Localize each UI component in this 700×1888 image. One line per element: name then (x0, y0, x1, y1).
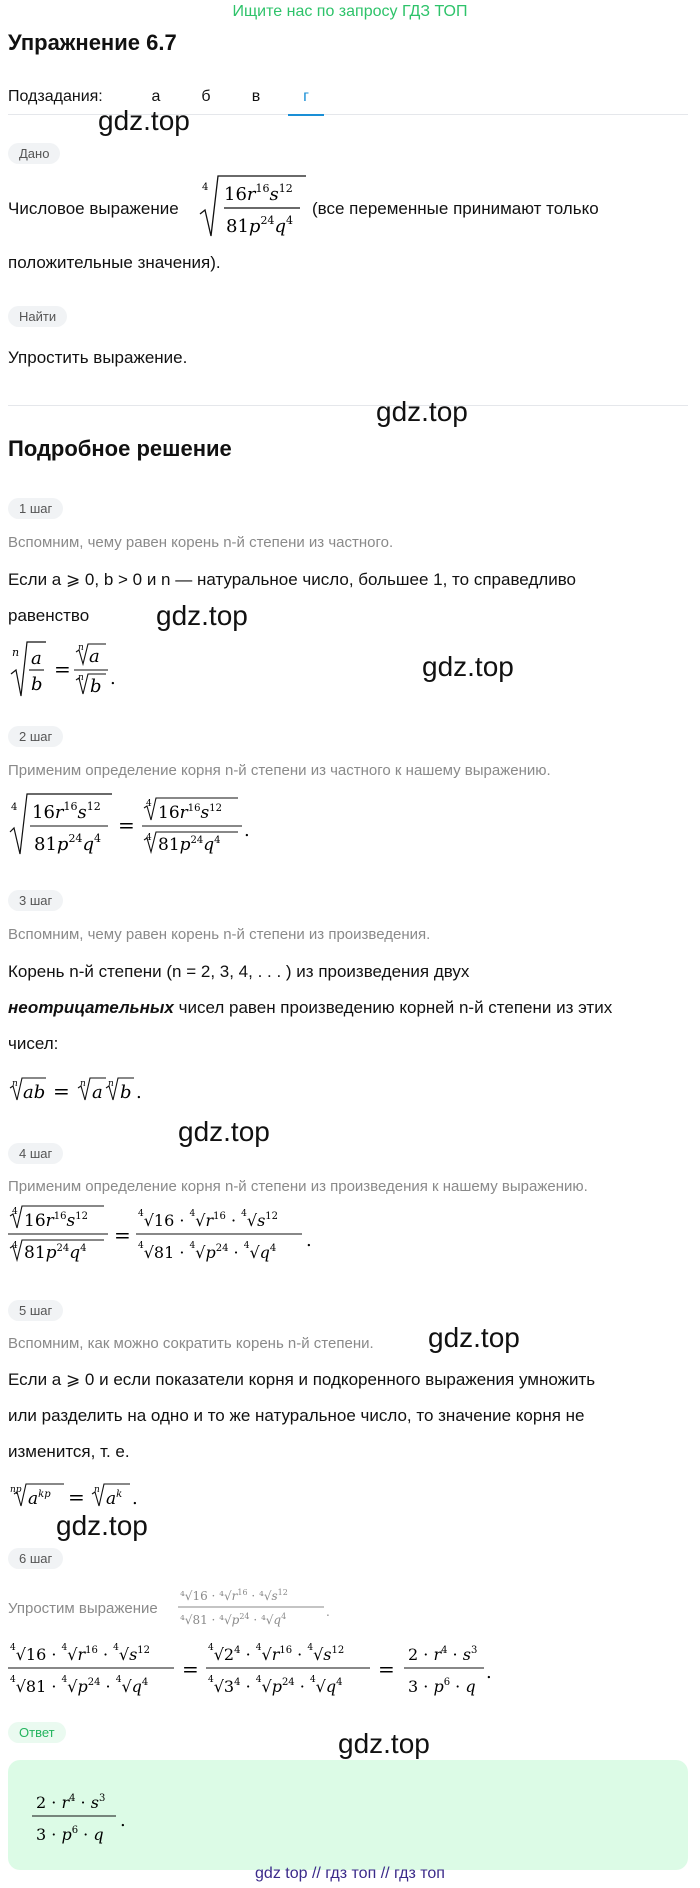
answer-formula (32, 1784, 152, 1848)
svg-text:n: n (12, 646, 20, 659)
step-6-formula (8, 1636, 508, 1700)
svg-text:.: . (244, 820, 250, 841)
svg-text:81p24q4: $81p^{24}q^4$ (24, 1243, 87, 1263)
step-6-hint: Упростим выражение (8, 1600, 158, 1617)
svg-text:b: b (120, 1082, 132, 1103)
search-banner[interactable]: Ищите нас по запросу ГДЗ ТОП (232, 3, 468, 20)
step-1-line1: Если a ⩾ 0, b > 0 и n — натуральное число, большее 1, то справедливо (8, 570, 576, 589)
svg-text:4: 4 (12, 1207, 18, 1217)
step-1-chip: 1 шаг (8, 498, 63, 519)
step-6-chip: 6 шаг (8, 1548, 63, 1569)
svg-text:n: n (78, 643, 84, 653)
find-chip: Найти (8, 306, 67, 327)
svg-text:a: a (89, 646, 100, 667)
page-title: Упражнение 6.7 (8, 30, 177, 55)
svg-text:n: n (78, 673, 84, 683)
svg-text:4√81 · 4√p24 · 4√q4: $^4√81 \cdot ^4√p^{24} \cdot ^4√q^4$ (10, 1675, 149, 1696)
svg-text:3 · p6 · q: $3 \cdot p^6 \cdot q$ (408, 1677, 476, 1696)
emphasis-word: неотрицательных (8, 998, 174, 1017)
svg-text:np: np (10, 1485, 22, 1495)
svg-text:.: . (120, 1810, 126, 1831)
step-3-formula (8, 1072, 158, 1106)
watermark: gdz.top (56, 1510, 148, 1541)
given-text-after: (все переменные принимают только (312, 199, 599, 218)
svg-text:16r16s12: $16r^{16}s^{12}$ (32, 800, 101, 823)
step-3-line3: чисел: (8, 1034, 59, 1053)
tab-a[interactable]: а (151, 88, 161, 105)
step-5-line1: Если a ⩾ 0 и если показатели корня и подкоренного выражения умножить (8, 1370, 596, 1389)
step-5-hint: Вспомним, как можно сократить корень n-й степени. (8, 1335, 374, 1352)
svg-text:⁴√16 · ⁴√r16 · ⁴√s12: $^4√16 \cdot ^4√r^{16} \cdot ^4√s^{12}$ (180, 1588, 288, 1603)
answer-chip: Ответ (8, 1722, 66, 1743)
svg-text:4: 4 (202, 182, 209, 193)
svg-text:4: 4 (12, 1241, 18, 1251)
svg-text:=: = (378, 1657, 395, 1681)
svg-text:81p24q4: $81p^{24}q^4$ (158, 835, 221, 855)
step-1-line2: равенство (8, 606, 90, 625)
svg-text:4√34 · 4√p24 · 4√q4: $^4√3^4 \cdot ^4√p^{24} \cdot ^4√q^4$ (208, 1675, 343, 1696)
svg-text:a: a (92, 1082, 103, 1103)
watermark: gdz.top (338, 1728, 430, 1759)
svg-text:81p24q4: $81p^{24}q^4$ (34, 832, 101, 855)
given-chip: Дано (8, 143, 60, 164)
step-2-chip: 2 шаг (8, 726, 63, 747)
svg-text:4: 4 (146, 833, 152, 843)
svg-text:4√81 · 4√p24 · 4√q4: $^4√81 \cdot ^4√p^{24} \cdot ^4√q^4$ (138, 1241, 277, 1262)
given-text-before: Числовое выражение (8, 199, 179, 218)
svg-text:16r16s12: $16r^{16}s^{12}$ (158, 803, 222, 823)
step-5-line2: или разделить на одно и то же натуральное число, то значение корня не (8, 1406, 585, 1425)
svg-text:n: n (80, 1079, 86, 1089)
svg-text:b: b (31, 674, 43, 695)
svg-text:.: . (132, 1488, 138, 1509)
svg-text:n: n (12, 1079, 18, 1089)
svg-text:=: = (118, 813, 135, 837)
solution-title: Подробное решение (8, 436, 232, 461)
svg-text:ab: ab (23, 1082, 46, 1103)
watermark: gdz.top (98, 105, 190, 136)
svg-text:4√24 · 4√r16 · 4√s12: $^4√2^4 \cdot ^4√r^{16} \cdot ^4√s^{12}$ (208, 1643, 345, 1664)
svg-text:4√16 · 4√r16 · 4√s12: $^4√16 \cdot ^4√r^{16} \cdot ^4√s^{12}$ (10, 1643, 151, 1664)
svg-text:.: . (110, 668, 116, 689)
svg-text:4: 4 (11, 802, 18, 813)
step-4-formula (8, 1202, 328, 1264)
step-5-chip: 5 шаг (8, 1300, 63, 1321)
svg-text:akp: $a^{kp}$ (28, 1489, 51, 1509)
footer-links[interactable]: gdz top // гдз топ // гдз топ (255, 1865, 445, 1882)
step-3-line1: Корень n-й степени (n = 2, 3, 4, . . . ) из произведения двух (8, 962, 470, 981)
watermark: gdz.top (156, 600, 248, 631)
given-text-line2: положительные значения). (8, 253, 221, 272)
step-1-formula (8, 638, 148, 700)
step-2-formula (8, 790, 268, 858)
watermark: gdz.top (428, 1322, 520, 1353)
svg-text:a: a (31, 648, 42, 669)
step-4-chip: 4 шаг (8, 1143, 63, 1164)
svg-text:.: . (136, 1082, 142, 1103)
svg-text:81p24q4: $81p^{24}q^4$ (226, 214, 293, 237)
svg-text:2 · r4 · s3: $2 \cdot r^4 \cdot s^3$ (408, 1645, 478, 1664)
svg-text:4√16 · 4√r16 · 4√s12: $^4√16 \cdot ^4√r^{16} \cdot ^4√s^{12}$ (138, 1209, 279, 1230)
svg-text:ak: $a^k$ (106, 1489, 123, 1509)
step-5-formula (8, 1478, 148, 1512)
step-1-hint: Вспомним, чему равен корень n-й степени из частного. (8, 534, 394, 551)
tab-v[interactable]: в (251, 88, 261, 105)
step-6-hint-expression (178, 1582, 338, 1632)
step-3-chip: 3 шаг (8, 890, 63, 911)
step-5-line3: изменится, т. е. (8, 1442, 130, 1461)
svg-text:4: 4 (146, 799, 152, 809)
subtasks-label: Подзадания: (8, 88, 103, 105)
svg-text:=: = (182, 1657, 199, 1681)
given-expression (196, 170, 308, 242)
step-4-hint: Применим определение корня n-й степени из произведения к нашему выражению. (8, 1178, 588, 1195)
svg-text:=: = (54, 657, 71, 681)
divider (8, 405, 688, 406)
watermark: gdz.top (376, 396, 468, 427)
find-text: Упростить выражение. (8, 348, 188, 367)
watermark: gdz.top (178, 1116, 270, 1147)
svg-text:16r16s12: $16r^{16}s^{12}$ (224, 182, 293, 205)
svg-text:=: = (68, 1485, 85, 1509)
tab-b[interactable]: б (201, 88, 211, 105)
svg-text:=: = (53, 1079, 70, 1103)
svg-text:b: b (90, 676, 102, 697)
step-2-hint: Применим определение корня n-й степени из частного к нашему выражению. (8, 762, 551, 779)
svg-text:16r16s12: $16r^{16}s^{12}$ (24, 1211, 88, 1231)
svg-text:2 · r4 · s3: $2 \cdot r^4 \cdot s^3$ (36, 1793, 106, 1812)
svg-text:=: = (114, 1223, 131, 1247)
svg-text:n: n (108, 1079, 114, 1089)
tab-g[interactable]: г (288, 88, 324, 116)
svg-text:3 · p6 · q: $3 \cdot p^6 \cdot q$ (36, 1825, 104, 1844)
svg-text:.: . (306, 1230, 312, 1251)
step-3-line2-rest: чисел равен произведению корней n-й степени из этих (173, 998, 613, 1017)
answer-box (8, 1760, 688, 1870)
step-3-line2 (8, 990, 688, 1026)
svg-text:⁴√81 · ⁴√p24 · ⁴√q4: $^4√81 \cdot ^4√p^{24} \cdot ^4√q^4$ (180, 1612, 287, 1627)
svg-text:.: . (486, 1662, 492, 1683)
step-3-hint: Вспомним, чему равен корень n-й степени из произведения. (8, 926, 431, 943)
svg-text:n: n (94, 1485, 100, 1495)
svg-text:.: . (326, 1605, 330, 1619)
watermark: gdz.top (422, 651, 514, 682)
